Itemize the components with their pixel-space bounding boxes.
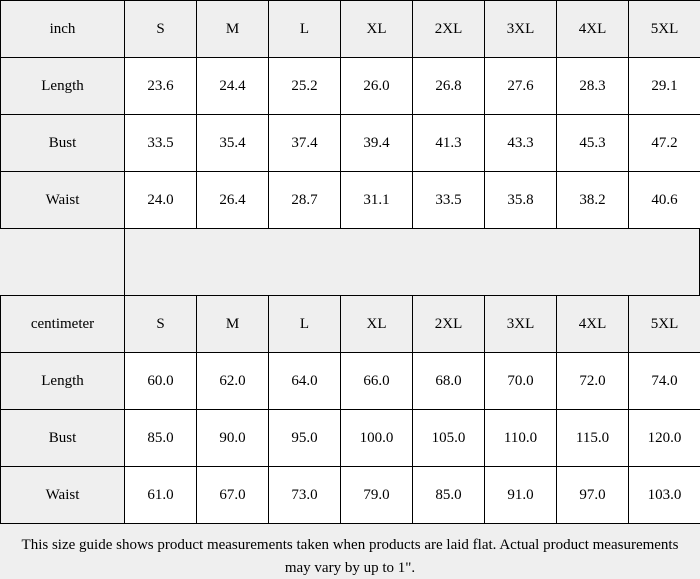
table-cell: 43.3 bbox=[485, 115, 557, 172]
column-header: 5XL bbox=[629, 296, 700, 353]
table-cell: 72.0 bbox=[557, 353, 629, 410]
table-header-row bbox=[1, 1, 700, 58]
table-cell: 66.0 bbox=[341, 353, 413, 410]
column-header: M bbox=[197, 1, 269, 58]
table-cell: 33.5 bbox=[413, 172, 485, 229]
table-cell: 70.0 bbox=[485, 353, 557, 410]
table-cell: 61.0 bbox=[125, 467, 197, 524]
size-table-centimeter bbox=[0, 295, 700, 524]
table-row bbox=[1, 58, 700, 115]
table-cell: 85.0 bbox=[413, 467, 485, 524]
table-cell: 45.3 bbox=[557, 115, 629, 172]
table-cell: 90.0 bbox=[197, 410, 269, 467]
table-cell: 67.0 bbox=[197, 467, 269, 524]
size-table-inch bbox=[0, 0, 700, 229]
unit-label-inch: inch bbox=[1, 1, 125, 58]
table-cell: 47.2 bbox=[629, 115, 700, 172]
table-row bbox=[1, 115, 700, 172]
table-cell: 100.0 bbox=[341, 410, 413, 467]
table-cell: 35.4 bbox=[197, 115, 269, 172]
table-cell: 41.3 bbox=[413, 115, 485, 172]
row-label: Waist bbox=[1, 467, 125, 524]
table-cell: 27.6 bbox=[485, 58, 557, 115]
column-header: M bbox=[197, 296, 269, 353]
table-cell: 115.0 bbox=[557, 410, 629, 467]
column-header: 3XL bbox=[485, 1, 557, 58]
table-cell: 28.3 bbox=[557, 58, 629, 115]
table-separator bbox=[0, 229, 700, 295]
table-cell: 37.4 bbox=[269, 115, 341, 172]
table-header-row bbox=[1, 296, 700, 353]
row-label: Bust bbox=[1, 115, 125, 172]
table-cell: 110.0 bbox=[485, 410, 557, 467]
table-cell: 24.0 bbox=[125, 172, 197, 229]
table-cell: 40.6 bbox=[629, 172, 700, 229]
unit-label-centimeter: centimeter bbox=[1, 296, 125, 353]
column-header: S bbox=[125, 1, 197, 58]
table-row bbox=[1, 410, 700, 467]
size-guide-footnote: This size guide shows product measurements taken when products are laid flat. Actual product measurements may vary by up to 1". bbox=[0, 524, 700, 579]
column-header: 3XL bbox=[485, 296, 557, 353]
table-cell: 73.0 bbox=[269, 467, 341, 524]
table-cell: 60.0 bbox=[125, 353, 197, 410]
table-cell: 31.1 bbox=[341, 172, 413, 229]
table-cell: 103.0 bbox=[629, 467, 700, 524]
row-label: Length bbox=[1, 58, 125, 115]
table-cell: 85.0 bbox=[125, 410, 197, 467]
column-header: 2XL bbox=[413, 296, 485, 353]
table-cell: 33.5 bbox=[125, 115, 197, 172]
table-cell: 28.7 bbox=[269, 172, 341, 229]
table-cell: 62.0 bbox=[197, 353, 269, 410]
table-cell: 29.1 bbox=[629, 58, 700, 115]
table-cell: 25.2 bbox=[269, 58, 341, 115]
table-cell: 105.0 bbox=[413, 410, 485, 467]
table-row bbox=[1, 353, 700, 410]
row-label: Length bbox=[1, 353, 125, 410]
table-row bbox=[1, 172, 700, 229]
table-cell: 38.2 bbox=[557, 172, 629, 229]
column-header: S bbox=[125, 296, 197, 353]
table-cell: 120.0 bbox=[629, 410, 700, 467]
table-cell: 39.4 bbox=[341, 115, 413, 172]
column-header: 4XL bbox=[557, 1, 629, 58]
table-cell: 24.4 bbox=[197, 58, 269, 115]
table-cell: 23.6 bbox=[125, 58, 197, 115]
table-cell: 97.0 bbox=[557, 467, 629, 524]
column-header: L bbox=[269, 1, 341, 58]
table-cell: 26.0 bbox=[341, 58, 413, 115]
column-header: L bbox=[269, 296, 341, 353]
column-header: 2XL bbox=[413, 1, 485, 58]
table-cell: 26.8 bbox=[413, 58, 485, 115]
table-cell: 95.0 bbox=[269, 410, 341, 467]
row-label: Waist bbox=[1, 172, 125, 229]
table-row bbox=[1, 467, 700, 524]
table-cell: 91.0 bbox=[485, 467, 557, 524]
table-cell: 79.0 bbox=[341, 467, 413, 524]
column-header: 5XL bbox=[629, 1, 700, 58]
column-header: 4XL bbox=[557, 296, 629, 353]
table-cell: 68.0 bbox=[413, 353, 485, 410]
row-label: Bust bbox=[1, 410, 125, 467]
table-cell: 35.8 bbox=[485, 172, 557, 229]
table-cell: 74.0 bbox=[629, 353, 700, 410]
table-cell: 26.4 bbox=[197, 172, 269, 229]
column-header: XL bbox=[341, 1, 413, 58]
column-header: XL bbox=[341, 296, 413, 353]
table-cell: 64.0 bbox=[269, 353, 341, 410]
